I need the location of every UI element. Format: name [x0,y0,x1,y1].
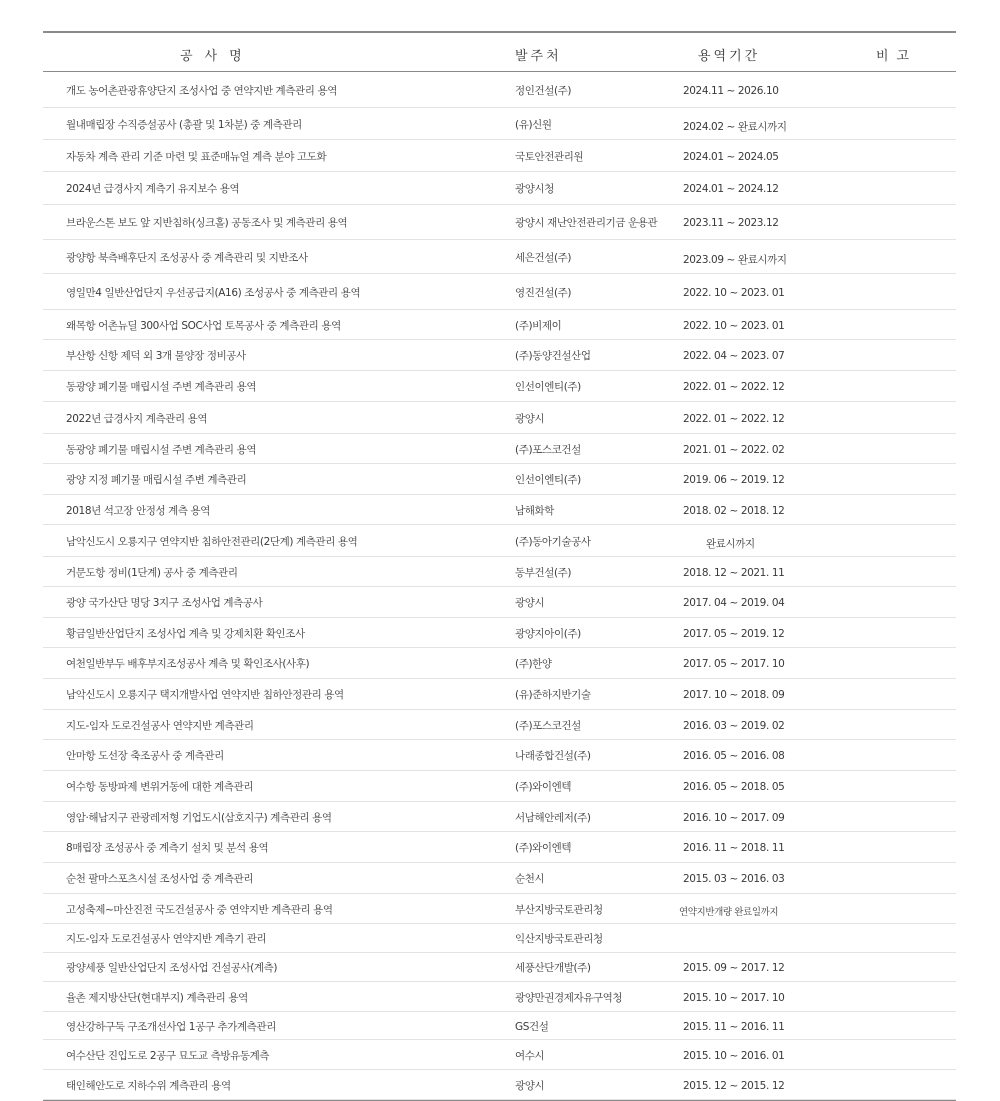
client-name: (주)포스코건설 [515,444,581,456]
client-name: (주)포스코건설 [515,720,581,732]
header-period: 용역기간 [698,49,761,64]
table-row [43,205,956,240]
project-name: 동광양 폐기물 매립시설 주변 계측관리 용역 [66,381,257,393]
service-period: 2021. 01 ~ 2022. 02 [683,444,785,456]
client-name: 정인건설(주) [515,85,572,97]
project-name: 남악신도시 오룡지구 택지개발사업 연약지반 침하안정관리 용역 [66,689,344,701]
table-row [43,495,956,525]
client-name: 여수시 [515,1050,545,1062]
header-client: 발주처 [515,49,562,64]
service-period: 2016. 03 ~ 2019. 02 [683,720,785,732]
project-name: 2018년 석고장 안정성 계측 용역 [66,505,211,517]
service-period: 2023.11 ~ 2023.12 [683,217,779,229]
table-row [43,679,956,710]
project-name: 지도-임자 도로건설공사 연약지반 계측관리 [66,720,254,732]
service-period: 2015. 10 ~ 2017. 10 [683,992,785,1004]
client-name: 동부건설(주) [515,567,572,579]
header-note: 비고 [876,49,918,64]
table-row [43,464,956,495]
client-name: (유)신원 [515,119,552,131]
project-name: 동광양 폐기물 매립시설 주변 계측관리 용역 [66,444,257,456]
project-name: 8매립장 조성공사 중 계측기 설치 및 분석 용역 [66,842,269,854]
client-name: (주)비제이 [515,320,562,332]
table-row [43,1040,956,1070]
table-row [43,434,956,464]
service-period: 2024.01 ~ 2024.05 [683,151,779,163]
project-name: 2024년 급경사지 계측기 유지보수 용역 [66,183,240,195]
client-name: (주)동양건설산업 [515,350,591,362]
project-name: 브라운스톤 보도 앞 지반침하(싱크홀) 공동조사 및 계측관리 용역 [66,217,348,229]
client-name: 국토안전관리원 [515,151,584,163]
table-row [43,108,956,140]
service-period: 2022. 01 ~ 2022. 12 [683,413,785,425]
service-period: 2017. 04 ~ 2019. 04 [683,597,785,609]
client-name: 광양시 재난안전관리기금 운용관 [515,217,658,229]
client-name: (주)동아기술공사 [515,536,591,548]
client-name: (주)와이엔텍 [515,842,572,854]
client-name: 익산지방국토관리청 [515,933,603,945]
service-period: 2016. 05 ~ 2018. 05 [683,781,785,793]
project-name: 2022년 급경사지 계측관리 용역 [66,413,208,425]
table-row [43,371,956,402]
project-table [43,31,956,1101]
service-period: 2022. 10 ~ 2023. 01 [683,320,785,332]
service-period: 2022. 01 ~ 2022. 12 [683,381,785,393]
client-name: 나래종합건설(주) [515,750,591,762]
project-name: 왜목항 어촌뉴딜 300사업 SOC사업 토목공사 중 계측관리 용역 [66,320,341,332]
service-period: 2016. 10 ~ 2017. 09 [683,812,785,824]
client-name: 인선이엔티(주) [515,381,581,393]
table-row [43,172,956,205]
client-name: 영진건설(주) [515,287,572,299]
service-period: 완료시까지 [706,538,755,550]
project-name: 광양 지정 폐기물 매립시설 주변 계측관리 [66,474,247,486]
service-period: 2018. 12 ~ 2021. 11 [683,567,785,579]
service-period: 2017. 05 ~ 2019. 12 [683,628,785,640]
service-period: 2022. 10 ~ 2023. 01 [683,287,785,299]
project-name: 고성축제~마산진전 국도건설공사 중 연약지반 계측관리 용역 [66,904,333,916]
table-row [43,587,956,618]
service-period: 2015. 09 ~ 2017. 12 [683,962,785,974]
project-name: 황금일반산업단지 조성사업 계측 및 강제치환 확인조사 [66,628,305,640]
service-period: 2015. 03 ~ 2016. 03 [683,873,785,885]
service-period: 2023.09 ~ 완료시까지 [683,254,787,266]
client-name: (주)와이엔텍 [515,781,572,793]
project-name: 태인해안도로 지하수위 계측관리 용역 [66,1080,231,1092]
table-row [43,982,956,1012]
service-period: 2017. 10 ~ 2018. 09 [683,689,785,701]
project-name: 율촌 제지방산단(현대부지) 계측관리 용역 [66,992,248,1004]
project-name: 여수항 동방파제 변위거동에 대한 계측관리 [66,781,254,793]
service-period: 2015. 10 ~ 2016. 01 [683,1050,785,1062]
table-row [43,310,956,340]
table-body [43,72,956,1100]
client-name: 순천시 [515,873,545,885]
service-period: 2024.02 ~ 완료시까지 [683,121,787,133]
table-row [43,340,956,371]
client-name: 광양시청 [515,183,554,195]
service-period: 연약지반개량 완료일까지 [679,907,779,918]
service-period: 2024.11 ~ 2026.10 [683,85,779,97]
client-name: 인선이엔티(주) [515,474,581,486]
client-name: 광양지아이(주) [515,628,581,640]
client-name: (유)준하지반기술 [515,689,591,701]
table-row [43,953,956,982]
project-name: 영일만4 일반산업단지 우선공급지(A16) 조성공사 중 계측관리 용역 [66,287,361,299]
table-row [43,710,956,740]
project-name: 자동차 계측 관리 기준 마련 및 표준매뉴얼 계측 분야 고도화 [66,151,327,163]
service-period: 2018. 02 ~ 2018. 12 [683,505,785,517]
project-name: 영산강하구둑 구조개선사업 1공구 추가계측관리 [66,1021,276,1033]
client-name: 남해화학 [515,505,554,517]
table-row [43,894,956,924]
table-row [43,648,956,679]
client-name: 세풍산단개발(주) [515,962,591,974]
client-name: 서남해안레저(주) [515,812,591,824]
service-period: 2015. 11 ~ 2016. 11 [683,1021,785,1033]
project-name: 여수산단 진입도로 2공구 묘도교 측방유동계측 [66,1050,270,1062]
table-row [43,140,956,172]
table-row [43,402,956,434]
table-row [43,771,956,802]
service-period: 2015. 12 ~ 2015. 12 [683,1080,785,1092]
header-name: 공사명 [180,49,254,64]
project-name: 개도 농어촌관광휴양단지 조성사업 중 연약지반 계측관리 용역 [66,85,337,97]
project-name: 광양항 북측배후단지 조성공사 중 계측관리 및 지반조사 [66,252,308,264]
project-name: 광양 국가산단 명당 3지구 조성사업 계측공사 [66,597,263,609]
project-name: 영암·해남지구 관광레저형 기업도시(삼호지구) 계측관리 용역 [66,812,332,824]
project-name: 지도-임자 도로건설공사 연약지반 계측기 관리 [66,933,267,945]
table-row [43,924,956,953]
project-name: 월내매립장 수직증설공사 (총괄 및 1차분) 중 계측관리 [66,119,302,131]
table-row [43,525,956,557]
client-name: 세은건설(주) [515,252,572,264]
project-name: 거문도항 정비(1단계) 공사 중 계측관리 [66,567,238,579]
client-name: 광양만권경제자유구역청 [515,992,623,1004]
client-name: 광양시 [515,1080,545,1092]
project-name: 안마항 도선장 축조공사 중 계측관리 [66,750,224,762]
client-name: 광양시 [515,597,545,609]
client-name: 부산지방국토관리청 [515,904,603,916]
project-name: 부산항 신항 제덕 외 3개 물양장 정비공사 [66,350,246,362]
project-name: 여천일반부두 배후부지조성공사 계측 및 확인조사(사후) [66,658,310,670]
table-row [43,1012,956,1040]
table-row [43,618,956,648]
table-row [43,1070,956,1100]
table-row [43,832,956,863]
table-row [43,740,956,771]
service-period: 2022. 04 ~ 2023. 07 [683,350,785,362]
table-row [43,863,956,894]
project-name: 광양세풍 일반산업단지 조성사업 건설공사(계측) [66,962,278,974]
table-header [43,33,956,72]
service-period: 2016. 05 ~ 2016. 08 [683,750,785,762]
service-period: 2019. 06 ~ 2019. 12 [683,474,785,486]
client-name: 광양시 [515,413,545,425]
table-row [43,274,956,310]
project-name: 남악신도시 오룡지구 연약지반 침하안전관리(2단계) 계측관리 용역 [66,536,358,548]
client-name: GS건설 [515,1021,549,1033]
table-row [43,240,956,274]
table-row [43,72,956,108]
table-row [43,557,956,587]
client-name: (주)한양 [515,658,552,670]
service-period: 2024.01 ~ 2024.12 [683,183,779,195]
table-row [43,802,956,832]
service-period: 2016. 11 ~ 2018. 11 [683,842,785,854]
service-period: 2017. 05 ~ 2017. 10 [683,658,785,670]
project-name: 순천 팔마스포츠시설 조성사업 중 계측관리 [66,873,254,885]
